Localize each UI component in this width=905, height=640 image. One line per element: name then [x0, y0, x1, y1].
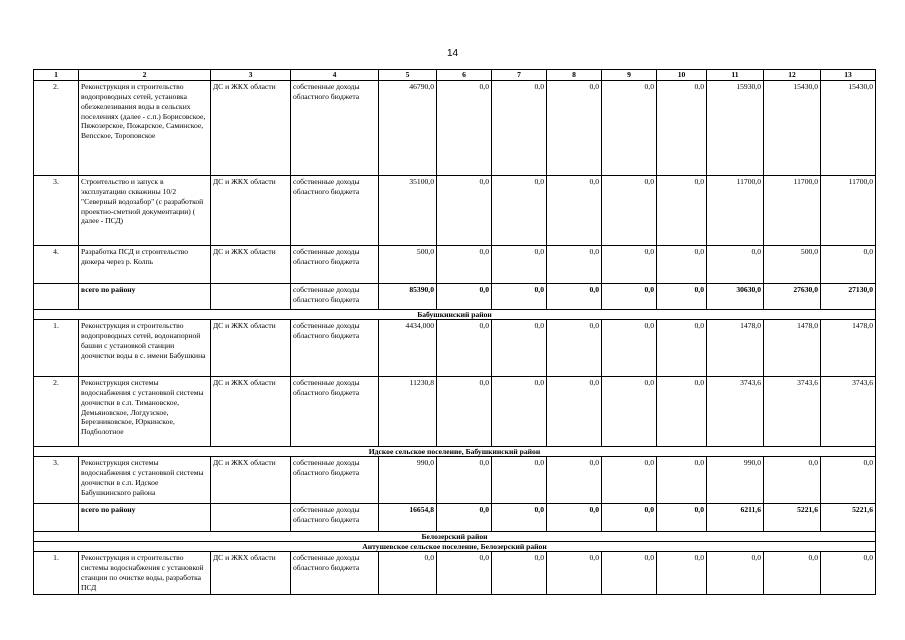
executor: ДС и ЖКХ области	[211, 320, 291, 377]
year-value: 30630,0	[707, 284, 764, 310]
year-value: 0,0	[547, 246, 602, 284]
event-name: Реконструкция системы водоснабжения с установкой системы доочистки в с.п. Идское Бабушкинского района	[79, 457, 211, 504]
total-amount: 11230,8	[379, 377, 437, 447]
year-value: 0,0	[602, 81, 657, 176]
year-value: 0,0	[547, 504, 602, 532]
year-value: 0,0	[492, 284, 547, 310]
section-header-row	[34, 542, 876, 552]
event-name: Строительство и запуск в эксплуатацию скважины 10/2 "Северный водозабор" (с разработкой проектно-сметной документации) ( далее - ПСД)	[79, 176, 211, 246]
year-value: 0,0	[492, 176, 547, 246]
year-value: 5221,6	[764, 504, 821, 532]
column-header: 9	[602, 70, 657, 81]
row-number	[34, 284, 79, 310]
column-header: 5	[379, 70, 437, 81]
event-name: Реконструкция и строительство водопроводных сетей, установка обезжелезивания воды в сельских поселениях (далее - с.п.) Борисовское, Пяжозерское, Пожарское, Саминское, Вепсское, Тороповское	[79, 81, 211, 176]
row-number: 4.	[34, 246, 79, 284]
funding-source: собственные доходы областного бюджета	[291, 81, 379, 176]
column-header: 8	[547, 70, 602, 81]
column-header: 1	[34, 70, 79, 81]
total-amount: 4434,000	[379, 320, 437, 377]
year-value: 11700,0	[764, 176, 821, 246]
event-name: всего по району	[79, 284, 211, 310]
year-value: 0,0	[547, 284, 602, 310]
table-header-row	[34, 70, 876, 81]
section-header-row	[34, 532, 876, 542]
year-value: 0,0	[657, 320, 707, 377]
year-value: 0,0	[492, 320, 547, 377]
year-value: 0,0	[492, 504, 547, 532]
funding-source: собственные доходы областного бюджета	[291, 284, 379, 310]
year-value: 0,0	[437, 81, 492, 176]
column-header: 4	[291, 70, 379, 81]
column-header: 10	[657, 70, 707, 81]
total-amount: 85390,0	[379, 284, 437, 310]
year-value: 0,0	[657, 552, 707, 595]
funding-source: собственные доходы областного бюджета	[291, 457, 379, 504]
year-value: 0,0	[437, 284, 492, 310]
year-value: 0,0	[707, 246, 764, 284]
column-header: 12	[764, 70, 821, 81]
year-value: 27630,0	[764, 284, 821, 310]
year-value: 0,0	[657, 81, 707, 176]
column-header: 2	[79, 70, 211, 81]
funding-source: собственные доходы областного бюджета	[291, 504, 379, 532]
year-value: 27130,0	[821, 284, 876, 310]
row-number: 1.	[34, 552, 79, 595]
year-value: 0,0	[437, 246, 492, 284]
year-value: 6211,6	[707, 504, 764, 532]
year-value: 0,0	[657, 457, 707, 504]
year-value: 0,0	[437, 176, 492, 246]
column-header: 13	[821, 70, 876, 81]
executor	[211, 504, 291, 532]
year-value: 0,0	[602, 246, 657, 284]
year-value: 0,0	[492, 246, 547, 284]
event-name: Реконструкция и строительство системы водоснабжения с установкой станции по очистке воды, разработка ПСД	[79, 552, 211, 595]
row-number: 2.	[34, 377, 79, 447]
executor: ДС и ЖКХ области	[211, 377, 291, 447]
budget-table	[33, 69, 876, 595]
section-title: Антушевское сельское поселение, Белозерский район	[34, 542, 876, 552]
page-number: 14	[446, 48, 459, 59]
year-value: 0,0	[764, 552, 821, 595]
year-value: 15430,0	[821, 81, 876, 176]
row-number	[34, 504, 79, 532]
column-header: 11	[707, 70, 764, 81]
year-value: 990,0	[707, 457, 764, 504]
year-value: 0,0	[602, 284, 657, 310]
year-value: 3743,6	[707, 377, 764, 447]
year-value: 11700,0	[821, 176, 876, 246]
section-title: Идское сельское поселение, Бабушкинский район	[34, 447, 876, 457]
year-value: 0,0	[547, 320, 602, 377]
table-row	[34, 81, 876, 176]
year-value: 0,0	[657, 246, 707, 284]
table-row	[34, 457, 876, 504]
year-value: 1478,0	[764, 320, 821, 377]
table-row	[34, 176, 876, 246]
section-title: Белозерский район	[34, 532, 876, 542]
year-value: 0,0	[764, 457, 821, 504]
row-number: 1.	[34, 320, 79, 377]
year-value: 0,0	[547, 81, 602, 176]
table-row	[34, 552, 876, 595]
year-value: 0,0	[602, 320, 657, 377]
executor: ДС и ЖКХ области	[211, 246, 291, 284]
executor: ДС и ЖКХ области	[211, 457, 291, 504]
year-value: 0,0	[602, 377, 657, 447]
district-total-row	[34, 504, 876, 532]
year-value: 3743,6	[764, 377, 821, 447]
section-title: Бабушкинский район	[34, 310, 876, 320]
row-number: 2.	[34, 81, 79, 176]
event-name: Разработка ПСД и строительство дюкера через р. Колпь	[79, 246, 211, 284]
year-value: 0,0	[602, 457, 657, 504]
event-name: Реконструкция и строительство водопроводных сетей, водонапорной башни с установкой станции доочистки воды в с. имени Бабушкина	[79, 320, 211, 377]
year-value: 500,0	[764, 246, 821, 284]
year-value: 0,0	[492, 552, 547, 595]
total-amount: 46790,0	[379, 81, 437, 176]
table-body	[34, 70, 876, 595]
year-value: 0,0	[437, 552, 492, 595]
executor	[211, 284, 291, 310]
year-value: 0,0	[492, 81, 547, 176]
year-value: 0,0	[437, 377, 492, 447]
year-value: 5221,6	[821, 504, 876, 532]
row-number: 3.	[34, 176, 79, 246]
column-header: 6	[437, 70, 492, 81]
row-number: 3.	[34, 457, 79, 504]
year-value: 15430,0	[764, 81, 821, 176]
year-value: 0,0	[657, 504, 707, 532]
column-header: 7	[492, 70, 547, 81]
executor: ДС и ЖКХ области	[211, 552, 291, 595]
executor: ДС и ЖКХ области	[211, 176, 291, 246]
table-row	[34, 246, 876, 284]
event-name: всего по району	[79, 504, 211, 532]
funding-source: собственные доходы областного бюджета	[291, 246, 379, 284]
year-value: 0,0	[547, 377, 602, 447]
year-value: 1478,0	[821, 320, 876, 377]
funding-source: собственные доходы областного бюджета	[291, 320, 379, 377]
year-value: 0,0	[437, 320, 492, 377]
year-value: 0,0	[547, 457, 602, 504]
total-amount: 0,0	[379, 552, 437, 595]
year-value: 3743,6	[821, 377, 876, 447]
funding-source: собственные доходы областного бюджета	[291, 176, 379, 246]
year-value: 0,0	[657, 176, 707, 246]
year-value: 0,0	[602, 552, 657, 595]
total-amount: 35100,0	[379, 176, 437, 246]
year-value: 0,0	[602, 176, 657, 246]
year-value: 11700,0	[707, 176, 764, 246]
section-header-row	[34, 310, 876, 320]
total-amount: 500,0	[379, 246, 437, 284]
year-value: 0,0	[547, 552, 602, 595]
total-amount: 16654,8	[379, 504, 437, 532]
year-value: 1478,0	[707, 320, 764, 377]
executor: ДС и ЖКХ области	[211, 81, 291, 176]
section-header-row	[34, 447, 876, 457]
funding-source: собственные доходы областного бюджета	[291, 377, 379, 447]
year-value: 0,0	[492, 377, 547, 447]
year-value: 0,0	[602, 504, 657, 532]
year-value: 15930,0	[707, 81, 764, 176]
year-value: 0,0	[437, 457, 492, 504]
table-row	[34, 320, 876, 377]
year-value: 0,0	[437, 504, 492, 532]
year-value: 0,0	[707, 552, 764, 595]
year-value: 0,0	[657, 284, 707, 310]
year-value: 0,0	[657, 377, 707, 447]
year-value: 0,0	[492, 457, 547, 504]
event-name: Реконструкция системы водоснабжения с установкой системы доочистки в с.п. Тимановское, Демьяновское, Логдузское, Березниковское, Юркинское, Подболотное	[79, 377, 211, 447]
year-value: 0,0	[821, 246, 876, 284]
funding-source: собственные доходы областного бюджета	[291, 552, 379, 595]
table-row	[34, 377, 876, 447]
total-amount: 990,0	[379, 457, 437, 504]
district-total-row	[34, 284, 876, 310]
column-header: 3	[211, 70, 291, 81]
year-value: 0,0	[547, 176, 602, 246]
year-value: 0,0	[821, 457, 876, 504]
year-value: 0,0	[821, 552, 876, 595]
